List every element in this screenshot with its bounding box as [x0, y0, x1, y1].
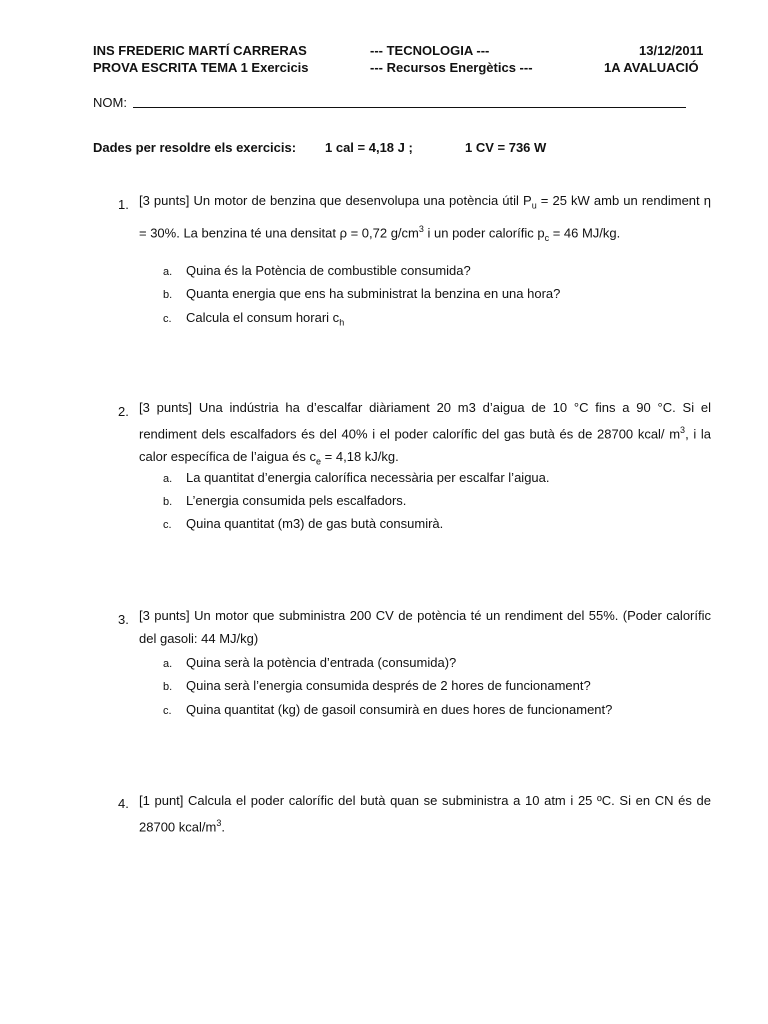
school-name: INS FREDERIC MARTÍ CARRERAS — [93, 43, 307, 58]
question-text: [3 punts] Un motor de benzina que desenvolupa una potència útil $P_u = 25$ kW amb un rendiment η = 30%. La benzina té una densitat ρ = 0,72 $g/cm^3$ i un poder calorífic $p_c = 46$ MJ/kg. — [139, 193, 711, 243]
list-item: a. Quina és la Potència de combustible consumida? — [163, 263, 471, 278]
question-text: [3 punts] Un motor que subministra 200 CV de potència té un rendiment del 55%. (Poder calorífic del gasoli: 44 MJ/kg) — [139, 608, 711, 646]
list-item: a. Quina serà la potència d’entrada (consumida)? — [163, 655, 457, 670]
name-label: NOM: — [93, 95, 127, 110]
name-field-line[interactable] — [133, 107, 686, 108]
data-cv: 1 CV = 736 W — [465, 140, 547, 155]
list-item: c. Quina quantitat (m3) de gas butà consumirà. — [163, 516, 444, 531]
question-text: [3 punts] Una indústria ha d’escalfar diàriament 20 m3 d’aigua de 10 °C fins a 90 °C. Si el rendiment dels escalfadors és del 40% i el poder calorífic del gas butà és de 28700 kcal/ $m^3$, i la calor específica de l’aigua és $c_e = 4,18$ kJ/kg. — [139, 400, 712, 467]
question-number: 1. — [118, 197, 129, 212]
data-label: Dades per resoldre els exercicis: — [93, 140, 297, 155]
list-item: b. Quanta energia que ens ha subministrat la benzina en una hora? — [163, 286, 561, 301]
exam-topic: --- Recursos Energètics --- — [370, 60, 533, 75]
question-number: 3. — [118, 612, 129, 627]
exam-term: 1A AVALUACIÓ — [604, 60, 699, 75]
question-number: 2. — [118, 404, 129, 419]
list-item: c. Calcula el consum horari $c_h$ — [163, 310, 345, 328]
list-item: b. Quina serà l’energia consumida després de 2 hores de funcionament? — [163, 678, 591, 693]
question-number: 4. — [118, 796, 129, 811]
exam-title: PROVA ESCRITA TEMA 1 Exercicis — [93, 60, 309, 75]
list-item: c. Quina quantitat (kg) de gasoil consumirà en dues hores de funcionament? — [163, 702, 613, 717]
exam-date: 13/12/2011 — [639, 43, 704, 58]
list-item: b. L’energia consumida pels escalfadors. — [163, 493, 407, 508]
subject-name: --- TECNOLOGIA --- — [370, 43, 490, 58]
data-cal: 1 cal = 4,18 J ; — [325, 140, 413, 155]
list-item: a. La quantitat d’energia calorífica necessària per escalfar l’aigua. — [163, 470, 550, 485]
question-text: [1 punt] Calcula el poder calorífic del butà quan se subministra a 10 atm i 25 ºC. Si en CN és de 28700 kcal/$m^3$. — [139, 793, 711, 835]
